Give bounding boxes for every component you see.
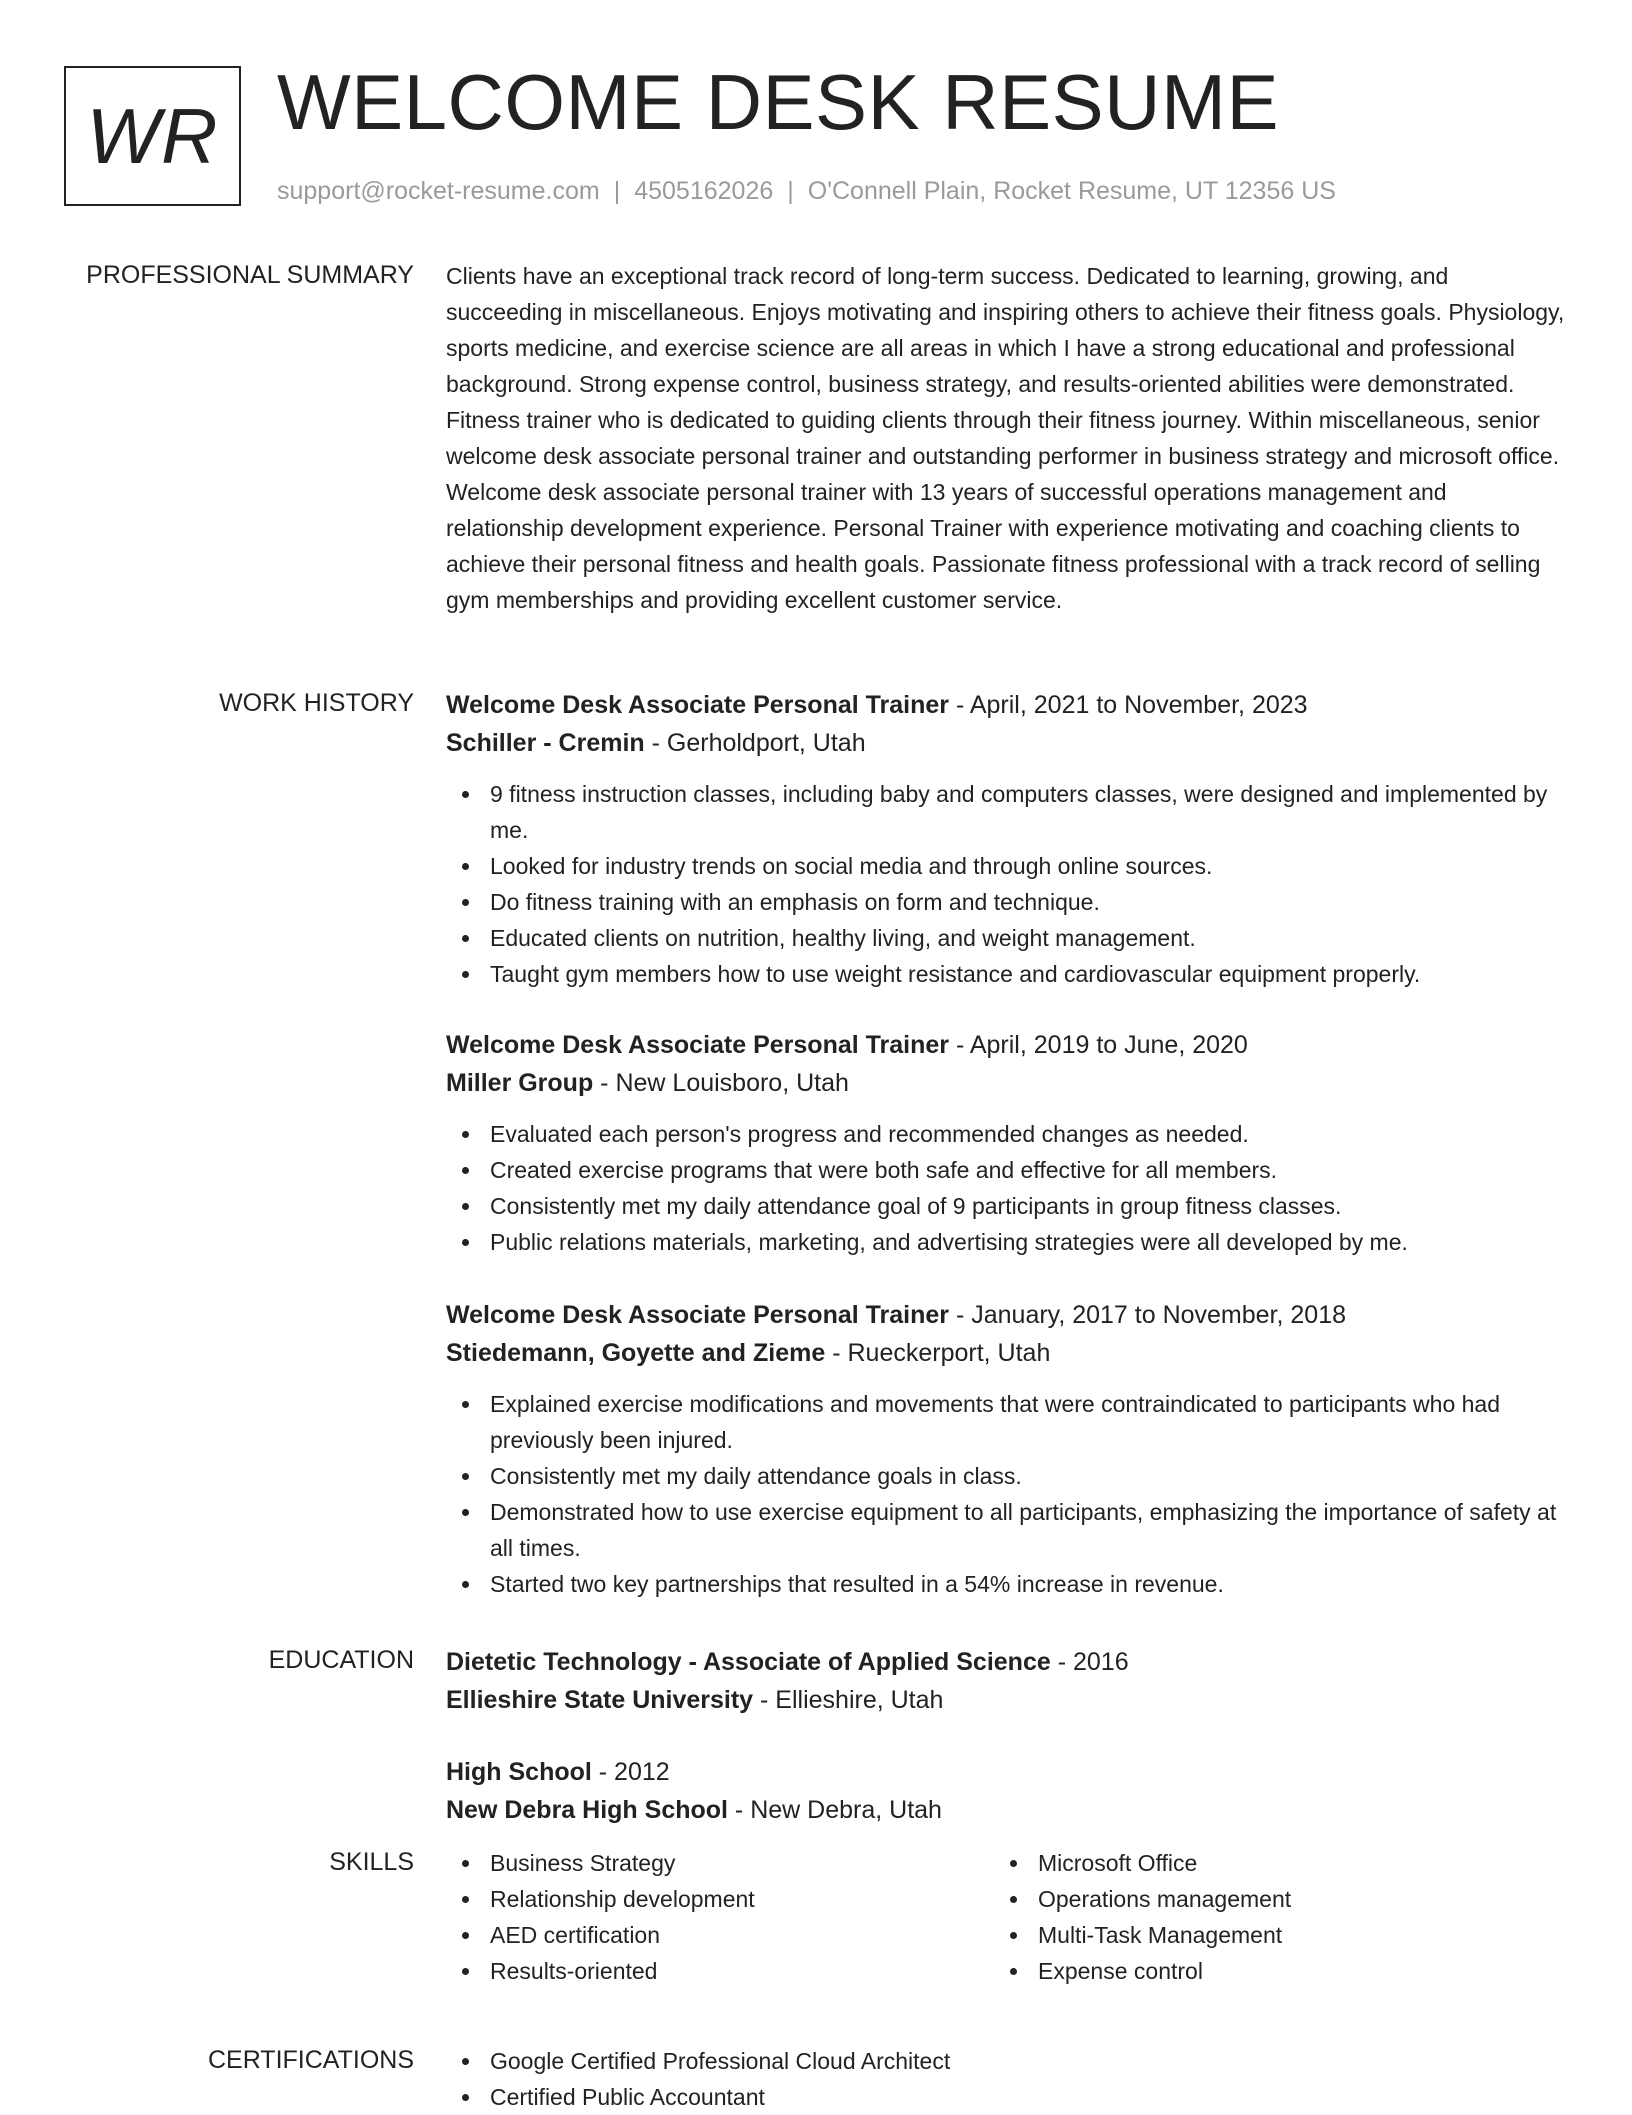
job-bullets [446,1386,1566,1602]
job-bullets [446,1116,1566,1260]
education-degree-line [446,1753,1566,1791]
resume-title: WELCOME DESK RESUME [277,58,1279,146]
list-item: Taught gym members how to use weight resistance and cardiovascular equipment properly. [446,956,1566,992]
list-item: Certified Public Accountant [446,2079,1566,2115]
section-label-work-history: WORK HISTORY [219,689,414,717]
list-item: Multi-Task Management [994,1917,1542,1953]
certifications-body [446,2043,1566,2115]
list-item: Public relations materials, marketing, and advertising strategies were all developed by me. [446,1224,1566,1260]
list-item: Relationship development [446,1881,994,1917]
job-title-line [446,1296,1566,1334]
list-item: Explained exercise modifications and movements that were contraindicated to participants who had previously been injured. [446,1386,1566,1458]
list-item: 9 fitness instruction classes, including baby and computers classes, were designed and implemented by me. [446,776,1566,848]
monogram-badge [64,66,241,206]
job-body [446,1026,1566,1260]
skills-list-right [994,1845,1542,1989]
list-item: Operations management [994,1881,1542,1917]
list-item: Results-oriented [446,1953,994,1989]
job-company-line [446,1064,1566,1102]
education-school: Ellieshire State University [446,1686,754,1714]
job-title: Welcome Desk Associate Personal Trainer [446,1301,950,1329]
job-title-line [446,686,1566,724]
job-bullets [446,776,1566,992]
section-label-certifications: CERTIFICATIONS [207,2046,414,2074]
list-item: AED certification [446,1917,994,1953]
skills-list-left [446,1845,994,1989]
contact-separator: | [613,177,621,205]
contact-separator: | [787,177,794,205]
job-dates: - January, 2017 to November, 2018 [949,1301,1347,1329]
list-item: Educated clients on nutrition, healthy living, and weight management. [446,920,1566,956]
list-item: Google Certified Professional Cloud Architect [446,2043,1566,2079]
contact-address: O'Connell Plain, Rocket Resume, UT 12356 US [807,177,1336,205]
list-item: Do fitness training with an emphasis on form and technique. [446,884,1566,920]
education-school-line [446,1681,1566,1719]
education-year: - 2016 [1050,1648,1129,1676]
education-school-line [446,1791,1566,1829]
job-title: Welcome Desk Associate Personal Trainer [446,691,950,719]
education-degree: Dietetic Technology - Associate of Applied Science [446,1648,1051,1676]
list-item: Business Strategy [446,1845,994,1881]
job-dates: - April, 2021 to November, 2023 [949,691,1308,719]
list-item: Started two key partnerships that resulted in a 54% increase in revenue. [446,1566,1566,1602]
job-dates: - April, 2019 to June, 2020 [949,1031,1248,1059]
job-company-line [446,1334,1566,1372]
job-location: - New Louisboro, Utah [593,1069,849,1097]
education-year: - 2012 [591,1758,670,1786]
skills-body [446,1845,1566,1989]
list-item: Expense control [994,1953,1542,1989]
list-item: Evaluated each person's progress and recommended changes as needed. [446,1116,1566,1152]
initials: WR [86,91,219,180]
contact-email: support@rocket-resume.com [277,177,600,205]
list-item: Created exercise programs that were both safe and effective for all members. [446,1152,1566,1188]
section-label-summary: PROFESSIONAL SUMMARY [86,261,414,289]
education-location: - Ellieshire, Utah [753,1686,944,1714]
education-degree: High School [446,1758,592,1786]
education-body [446,1643,1566,1829]
job-title: Welcome Desk Associate Personal Trainer [446,1031,950,1059]
contact-phone: 4505162026 [634,177,774,205]
list-item: Consistently met my daily attendance goal of 9 participants in group fitness classes. [446,1188,1566,1224]
job-title-line [446,1026,1566,1064]
job-company-line [446,724,1566,762]
job-body [446,686,1566,992]
skills-columns [446,1845,1566,1989]
education-degree-line [446,1643,1566,1681]
list-item: Microsoft Office [994,1845,1542,1881]
education-location: - New Debra, Utah [727,1796,942,1824]
job-company: Miller Group [446,1069,594,1097]
contact-line [277,174,1336,208]
list-item: Demonstrated how to use exercise equipment to all participants, emphasizing the importance of safety at all times. [446,1494,1566,1566]
job-location: - Gerholdport, Utah [644,729,866,757]
job-company: Schiller - Cremin [446,729,645,757]
section-label-skills: SKILLS [329,1848,414,1876]
certifications-list [446,2043,1566,2115]
list-item: Looked for industry trends on social media and through online sources. [446,848,1566,884]
list-item: Consistently met my daily attendance goals in class. [446,1458,1566,1494]
job-company: Stiedemann, Goyette and Zieme [446,1339,826,1367]
education-school: New Debra High School [446,1796,728,1824]
section-label-education: EDUCATION [268,1646,414,1674]
job-location: - Rueckerport, Utah [825,1339,1051,1367]
summary-body [446,258,1566,618]
job-body [446,1296,1566,1602]
summary-text: Clients have an exceptional track record of long-term success. Dedicated to learning, growing, and succeeding in miscellaneous. Enjoys motivating and inspiring others to achieve their fitness goals. Physiology, sports medicine, and exercise science are all areas in which I have a strong educational and professional background. Strong expense control, business strategy, and results-oriented abilities were demonstrated. Fitness trainer who is dedicated to guiding clients through their fitness journey. Within miscellaneous, senior welcome desk associate personal trainer and outstanding performer in business strategy and microsoft office. Welcome desk associate personal trainer with 13 years of successful operations management and relationship development experience. Personal Trainer with experience motivating and coaching clients to achieve their personal fitness and health goals. Passionate fitness professional with a track record of selling gym memberships and providing excellent customer service. [446,263,1565,613]
